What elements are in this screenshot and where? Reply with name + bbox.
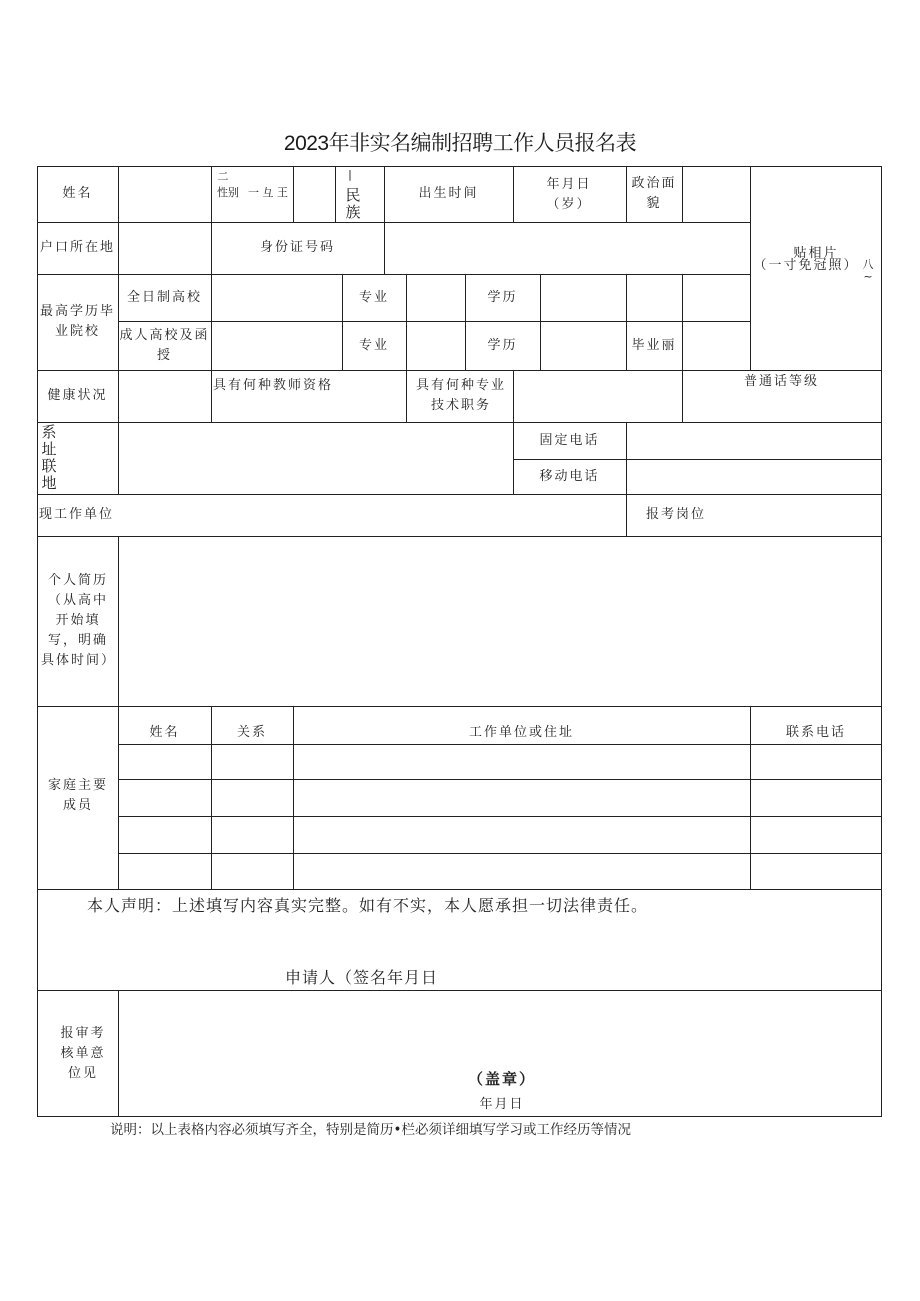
address-label-line-2: 址 [41, 440, 57, 458]
fulltime-label: 全日制高校 [126, 289, 202, 305]
photo-note: （一寸免冠照） [753, 258, 859, 273]
id-number-label: 身份证号码 [259, 240, 335, 255]
ethnicity-mark: | [348, 168, 352, 181]
address-label-line-1: 系 [41, 423, 57, 441]
family-label: 家庭主要成员 [47, 778, 108, 813]
name-label: 姓名 [62, 186, 93, 201]
ethnicity-label: 民族 [345, 186, 361, 221]
photo-label: 贴相片 [793, 246, 839, 261]
position-label: 报考岗位 [645, 507, 706, 522]
adult-edu-label: 成人高校及函授 [119, 327, 210, 363]
family-col-relation: 关系 [236, 724, 267, 740]
mobile-label: 移动电话 [539, 468, 600, 484]
mandarin-label: 普通话等级 [743, 374, 819, 389]
gender-mark: 二 [217, 170, 229, 183]
political-label: 政治面貌 [631, 176, 677, 211]
major-label: 专业 [358, 289, 389, 305]
gender-mark-tail: 一 彑 王 [248, 186, 288, 199]
family-col-workplace: 工作单位或住址 [468, 724, 574, 740]
seal-text: （盖章） [467, 1070, 536, 1088]
employer-label: 现工作单位 [39, 507, 115, 522]
health-label: 健康状况 [47, 388, 108, 403]
photo-mark: 八 ~ [862, 258, 874, 283]
landline-label: 固定电话 [539, 432, 600, 448]
review-date: 年月日 [479, 1097, 525, 1112]
age-label: 年月日 （岁） [546, 177, 592, 212]
education-label: 最高学历毕业院校 [39, 304, 115, 339]
resume-label: 个人简历（从高中开始填写，明确具体时间） [41, 573, 117, 668]
footnote: 说明：以上表格内容必须填写齐全，特别是简历•栏必须详细填写学习或工作经历等情况 [110, 1122, 631, 1138]
address-label-line-4: 地 [41, 474, 57, 492]
teacher-cert-label: 具有何种教师资格 [213, 378, 334, 393]
registration-form [37, 166, 882, 1117]
graduation-label: 毕业丽 [631, 337, 677, 353]
review-label: 报审考核单意位见 [60, 1026, 106, 1081]
birth-label: 出生时间 [418, 186, 479, 201]
gender-label: 性别 [217, 186, 239, 199]
signature-line: 申请人（签名年月日 [285, 968, 439, 987]
degree-label-2: 学历 [487, 337, 518, 353]
family-col-phone: 联系电话 [785, 724, 846, 740]
hukou-label: 户口所在地 [39, 240, 115, 255]
degree-label: 学历 [487, 289, 518, 305]
declaration-text: 本人声明：上述填写内容真实完整。如有不实，本人愿承担一切法律责任。 [87, 896, 649, 915]
form-title: 2023年非实名编制招聘工作人员报名表 [283, 132, 637, 155]
major-label-2: 专业 [358, 337, 389, 353]
family-col-name: 姓名 [149, 724, 180, 740]
address-label-line-3: 联 [41, 457, 57, 475]
tech-title-label: 具有何种专业技术职务 [415, 378, 506, 413]
